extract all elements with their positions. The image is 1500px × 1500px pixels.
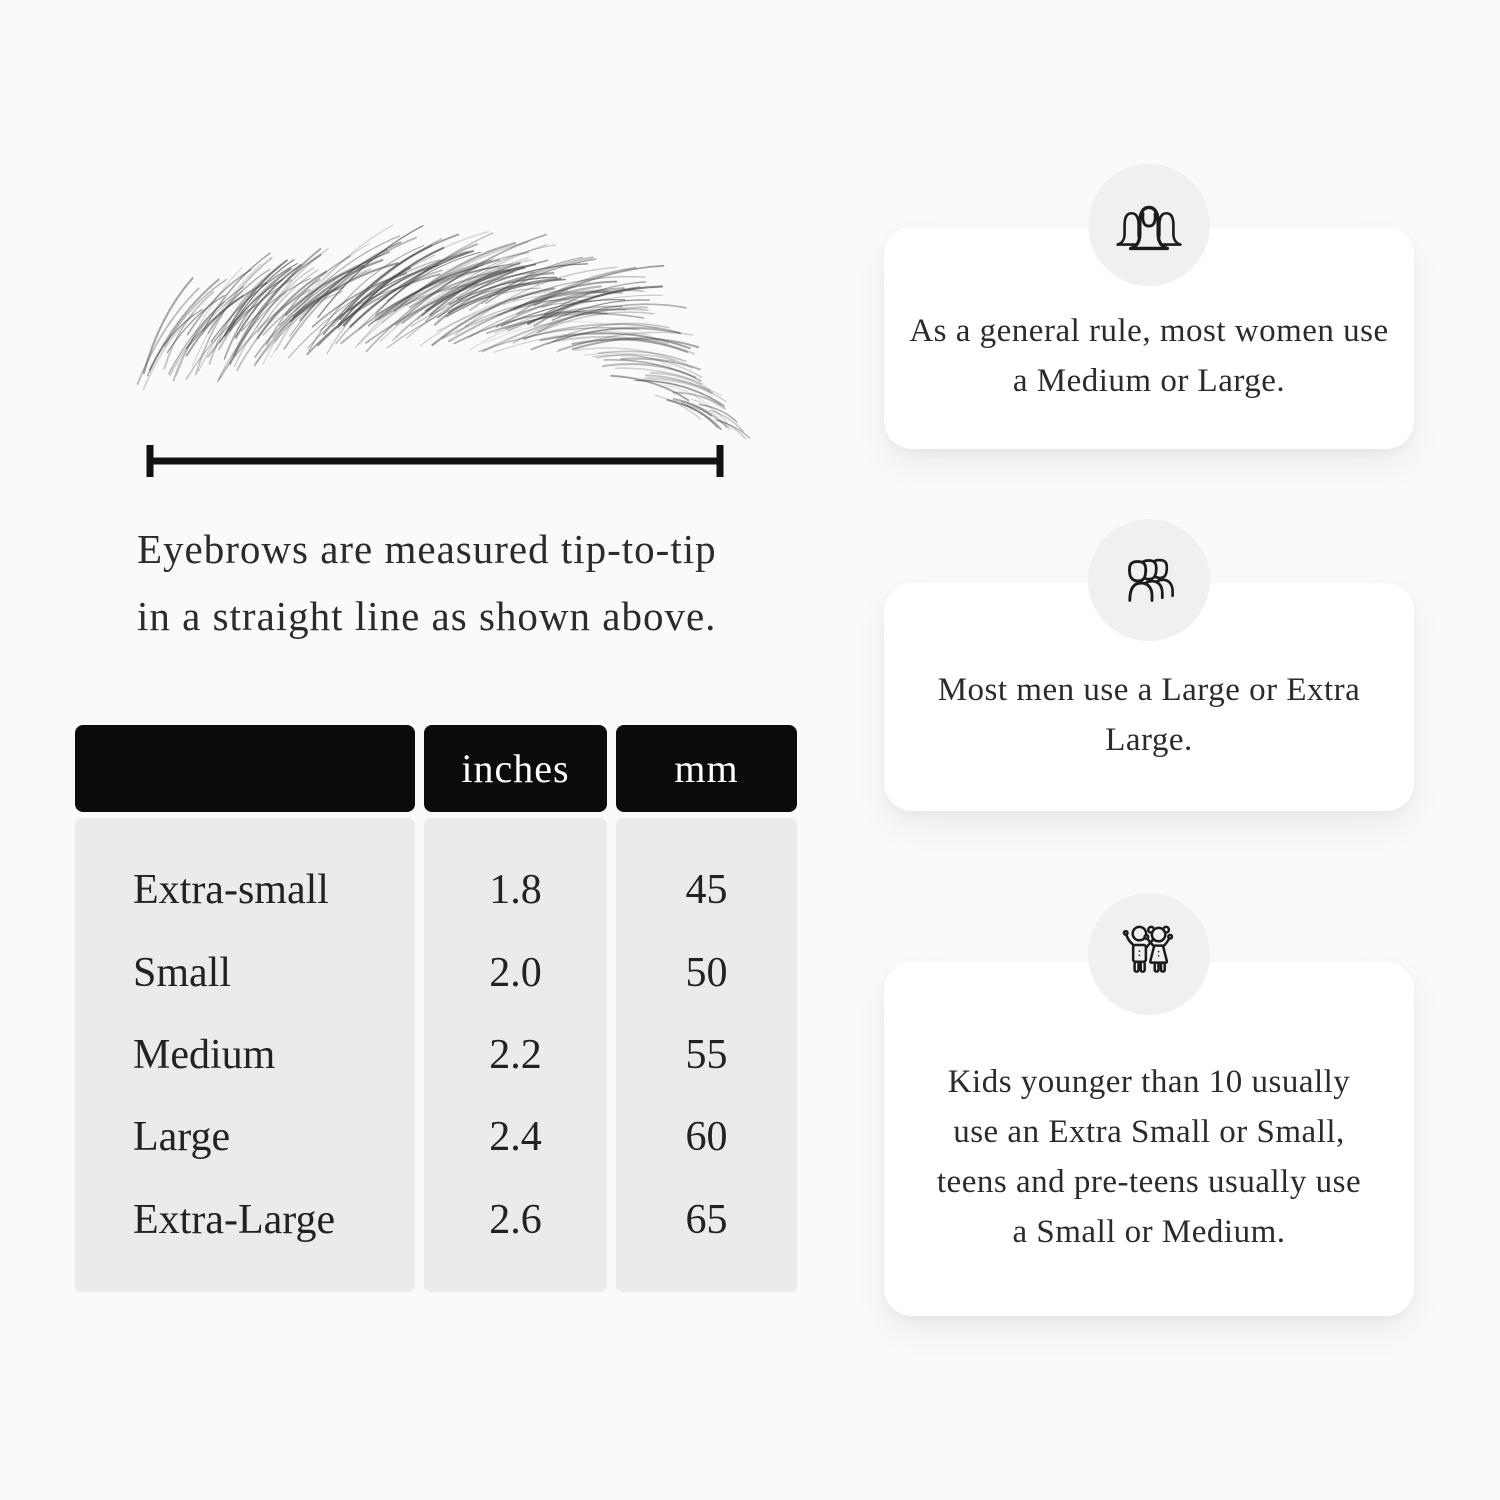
info-card-kids-text: Kids younger than 10 usually use an Extra Small or Small, teens and pre-teens usually use a Small or Medium. <box>936 1063 1362 1250</box>
size-mm: 65 <box>685 1196 728 1243</box>
size-mm: 50 <box>685 949 728 996</box>
icon-circle <box>1088 519 1210 641</box>
size-label: Extra-Large <box>133 1196 336 1243</box>
table-row <box>75 1031 797 1079</box>
info-card-men-text: Most men use a Large or Extra Large. <box>937 671 1361 758</box>
size-inches: 2.6 <box>489 1196 542 1243</box>
size-label: Large <box>133 1114 231 1161</box>
figure-caption-line-1: Eyebrows are measured tip-to-tip <box>137 526 717 572</box>
men-group-icon <box>1113 544 1185 616</box>
size-table <box>75 818 797 1292</box>
size-inches: 2.2 <box>489 1031 542 1078</box>
size-mm: 60 <box>685 1114 728 1161</box>
table-header-blank <box>75 725 415 812</box>
size-mm: 45 <box>685 867 728 914</box>
size-label: Extra-small <box>133 867 329 914</box>
measurement-line-icon <box>150 445 720 477</box>
table-row <box>75 949 797 997</box>
size-inches: 1.8 <box>489 867 542 914</box>
table-row <box>75 1196 797 1244</box>
eyebrow-illustration <box>138 225 750 439</box>
table-row <box>75 866 797 914</box>
women-group-icon <box>1113 189 1185 261</box>
table-header-inches: inches <box>424 725 607 812</box>
size-inches: 2.0 <box>489 949 542 996</box>
table-header-mm: mm <box>616 725 797 812</box>
eyebrow-figure <box>100 180 800 500</box>
size-mm: 55 <box>685 1031 728 1078</box>
icon-circle <box>1088 164 1210 286</box>
size-label: Medium <box>133 1031 276 1078</box>
children-icon <box>1113 918 1185 990</box>
table-row <box>75 1113 797 1161</box>
size-label: Small <box>133 949 232 996</box>
figure-caption-line-2: in a straight line as shown above. <box>137 593 717 639</box>
size-inches: 2.4 <box>489 1114 542 1161</box>
figure-caption <box>137 516 777 650</box>
info-card-kids <box>884 962 1414 1316</box>
info-card-women-text: As a general rule, most women use a Medium or Large. <box>909 312 1389 399</box>
icon-circle <box>1088 893 1210 1015</box>
